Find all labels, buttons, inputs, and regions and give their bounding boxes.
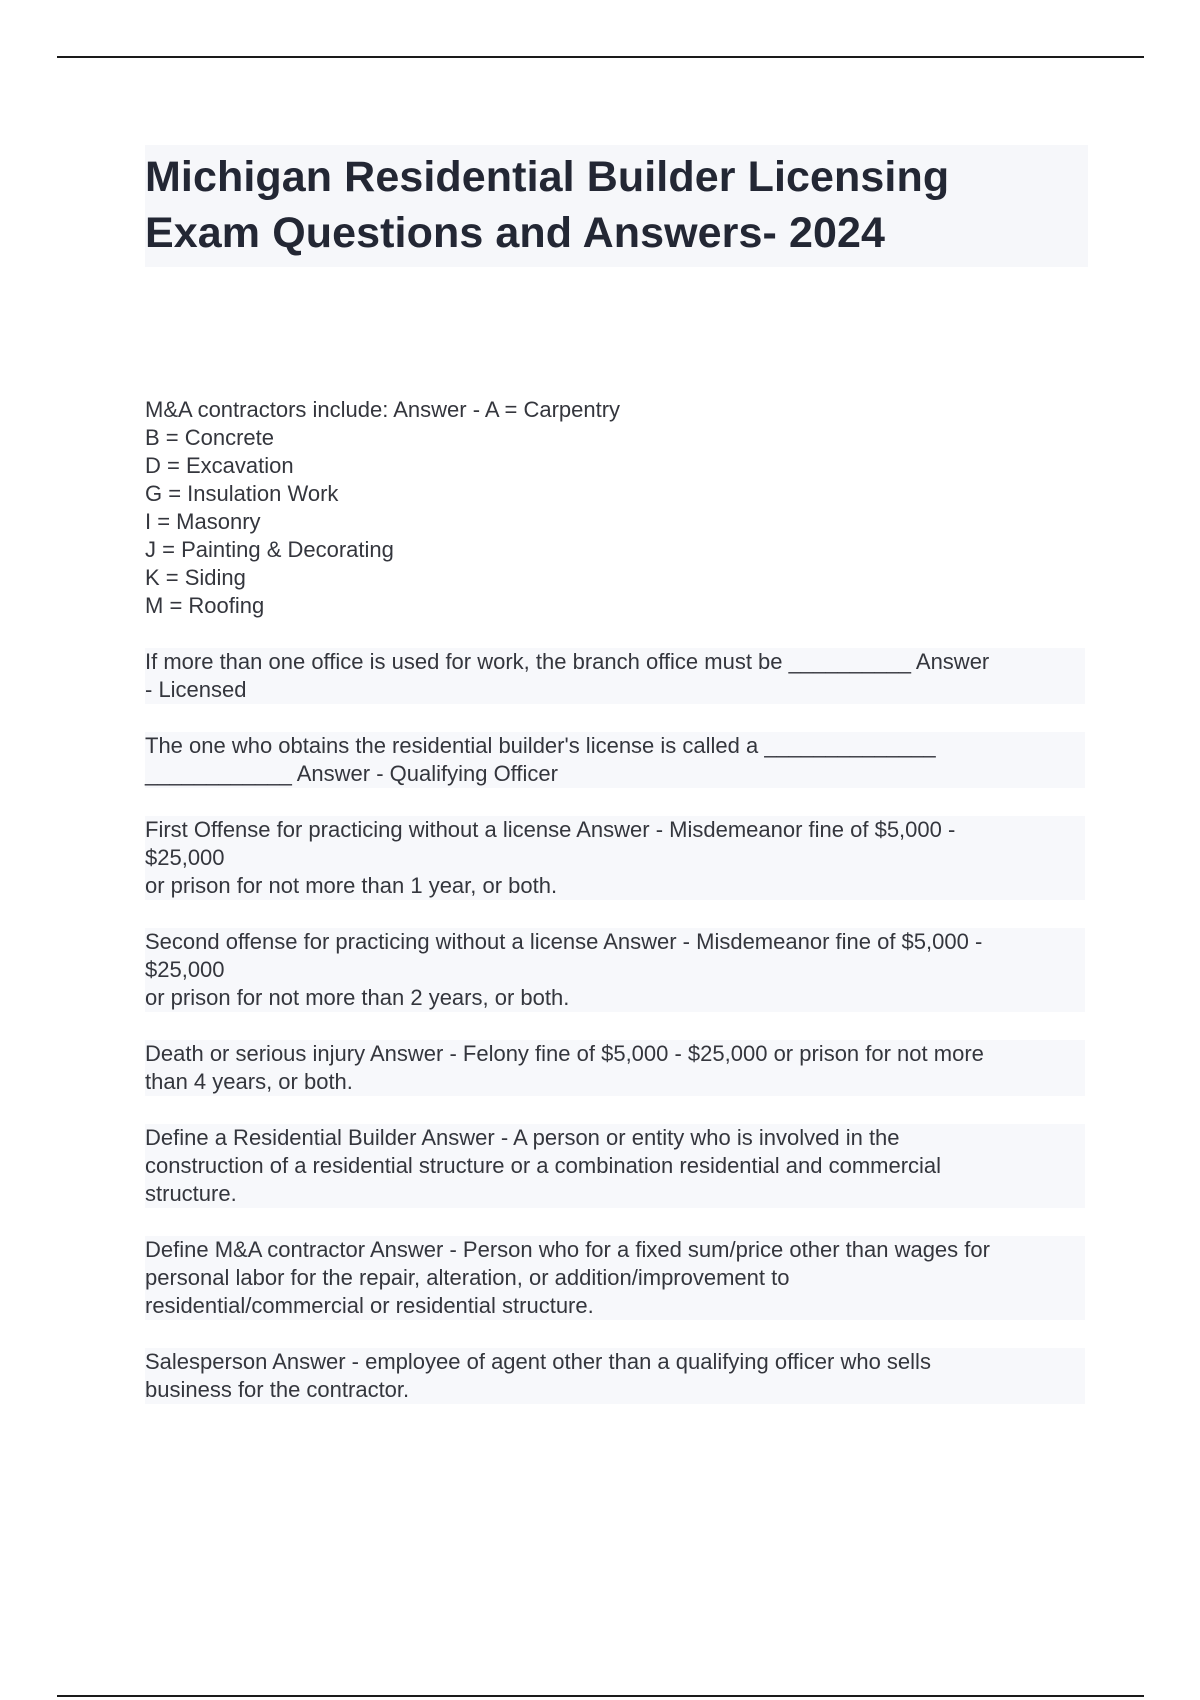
qa-line: The one who obtains the residential builder's license is called a ______________ [145,733,936,758]
qa-list [145,396,1085,1432]
qa-line: residential/commercial or residential structure. [145,1293,594,1318]
qa-item-ma-contractor-definition [145,1236,1085,1320]
qa-line: business for the contractor. [145,1377,410,1402]
qa-line: or prison for not more than 1 year, or both. [145,873,558,898]
qa-line: - Licensed [145,677,247,702]
qa-item-first-offense [145,816,1085,900]
top-rule [57,56,1144,58]
qa-line: structure. [145,1181,237,1206]
qa-line: If more than one office is used for work, the branch office must be __________ Answer [145,649,990,674]
qa-item-salesperson [145,1348,1085,1404]
qa-line: M = Roofing [145,593,265,618]
qa-item-death-injury [145,1040,1085,1096]
title-line-2: Exam Questions and Answers- 2024 [145,209,886,257]
qa-line: Salesperson Answer - employee of agent other than a qualifying officer who sells [145,1349,931,1374]
qa-line: Death or serious injury Answer - Felony fine of $5,000 - $25,000 or prison for not more [145,1041,984,1066]
qa-line: I = Masonry [145,509,261,534]
qa-line: Second offense for practicing without a license Answer - Misdemeanor fine of $5,000 - [145,929,983,954]
qa-line: personal labor for the repair, alteration, or addition/improvement to [145,1265,790,1290]
qa-line: $25,000 [145,845,225,870]
qa-item-qualifying-officer [145,732,1085,788]
qa-item-residential-builder [145,1124,1085,1208]
qa-line: K = Siding [145,565,246,590]
qa-line: than 4 years, or both. [145,1069,353,1094]
qa-line: M&A contractors include: Answer - A = Carpentry [145,397,621,422]
qa-line: B = Concrete [145,425,275,450]
qa-line: J = Painting & Decorating [145,537,394,562]
qa-line: construction of a residential structure or a combination residential and commercial [145,1153,942,1178]
qa-item-second-offense [145,928,1085,1012]
qa-line: or prison for not more than 2 years, or both. [145,985,570,1010]
qa-line: D = Excavation [145,453,294,478]
qa-line: Define a Residential Builder Answer - A person or entity who is involved in the [145,1125,900,1150]
qa-item-branch-office [145,648,1085,704]
title-line-1: Michigan Residential Builder Licensing [145,153,950,201]
qa-line: Define M&A contractor Answer - Person who for a fixed sum/price other than wages for [145,1237,990,1262]
document-title [145,145,1088,267]
qa-line: ____________ Answer - Qualifying Officer [145,761,558,786]
qa-line: $25,000 [145,957,225,982]
bottom-rule [57,1695,1144,1697]
qa-line: G = Insulation Work [145,481,339,506]
qa-item-ma-contractors [145,396,1085,620]
qa-line: First Offense for practicing without a license Answer - Misdemeanor fine of $5,000 - [145,817,956,842]
